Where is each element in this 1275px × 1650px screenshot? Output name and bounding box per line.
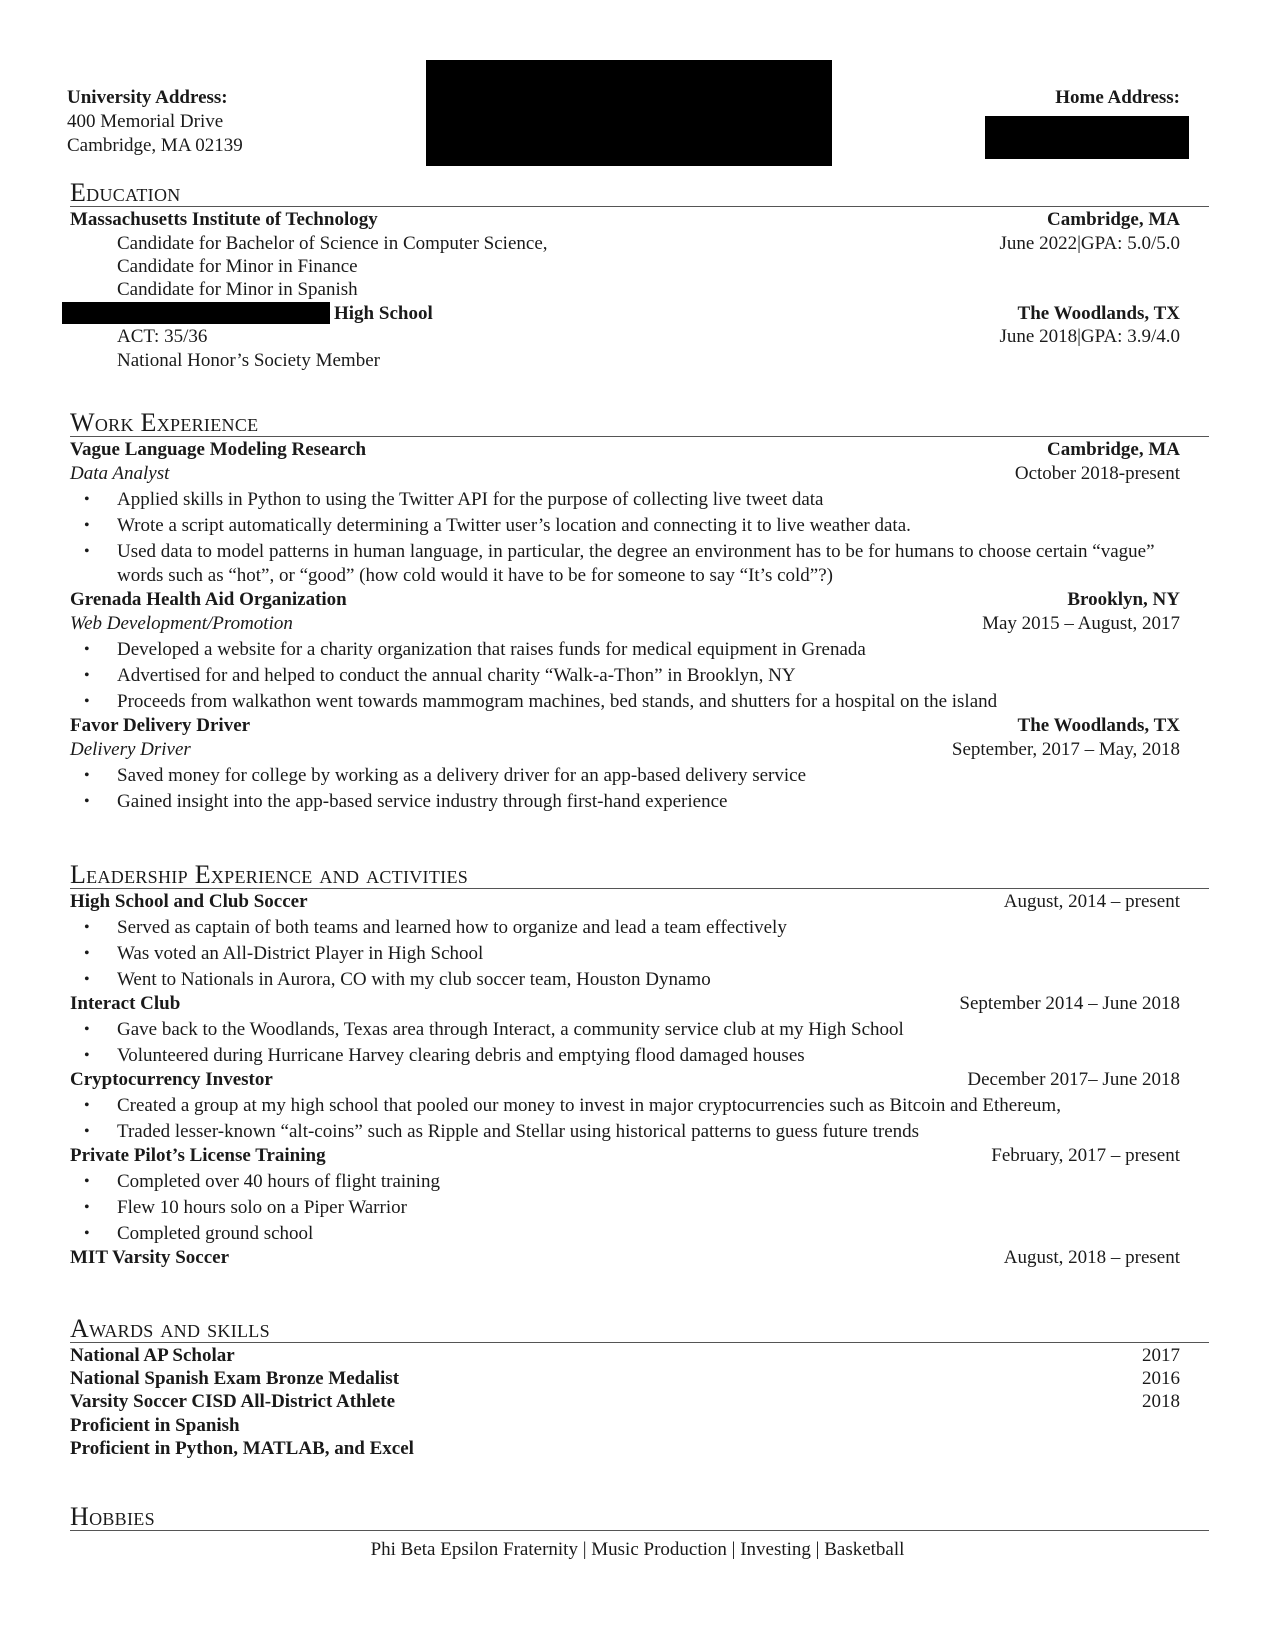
- bullet-text: Applied skills in Python to using the Twitter API for the purpose of collecting live tweet data: [117, 489, 824, 510]
- job1-role: Data Analyst: [70, 463, 170, 484]
- university-address: [67, 86, 243, 158]
- school1-name: Massachusetts Institute of Technology: [70, 209, 378, 230]
- bullet-text: Completed over 40 hours of flight training: [117, 1171, 440, 1192]
- act3-name: Cryptocurrency Investor: [70, 1069, 273, 1090]
- job1-role-row: [70, 462, 1180, 486]
- award-row: [70, 1344, 1180, 1368]
- bullet-text: Proceeds from walkathon went towards mammogram machines, bed stands, and shutters for a hospital on the island: [117, 691, 998, 712]
- school1-minor-spanish: Candidate for Minor in Spanish: [117, 279, 358, 300]
- resume-page: University Address: 400 Memorial Drive Cambridge, MA 02139 Home Address: Education Massachusetts Institute of Technology Cambridge, MA Candidate for Bachelor of Science in Computer Science, June 2022|GPA: 5.0/5.0 Candidate for Minor in Finance Candidate for Minor in Spanish High School The Woodlands, TX ACT: 35/36 June 2018|GPA: 3.9/4.0 National Honor’s Society Member Work Experience Vague Language Modeling Research Cambridge, MA Data Analyst October 2018-present • Applied skills in Python to using the Twitter API for the purpose of collecting live tweet data • Wrote a script automatically determining a Twitter user’s location and connecting it to live weather data. • Used data to model patterns in human language, in particular, the degree an environment has to be for humans to choose certain “vague” words such as “hot”, or “good” (how cold would it have to be for someone to say “It’s cold”?) Grenada Health Aid Organization Brooklyn, NY Web Development/Promotion May 2015 – August, 2017 • Developed a website for a charity organization that raises funds for medical equipment in Grenada • Advertised for and helped to conduct the annual charity “Walk-a-Thon” in Brooklyn, NY • Proceeds from walkathon went towards mammogram machines, bed stands, and shutters for a hospital on the island Favor Delivery Driver The Woodlands, TX Delivery Driver September, 2017 – May, 2018 • Saved money for college by working as a delivery driver for an app-based delivery service • Gained insight into the app-based service industry through first-hand experience Leadership Experience and activities High School and Club Soccer August, 2014 – present • Served as captain of both teams and learned how to organize and lead a team effectively • Was voted an All-District Player in High School • Went to Nationals in Aurora, CO with my club soccer team, Houston Dynamo Interact Club September 2014 – June 2018 • Gave back to the Woodlands, Texas area through Interact, a community service club at my High School • Volunteered during Hurricane Harvey clearing debris and emptying flood damaged houses Cryptocurrency Investor December 2017– June 2018 • Created a group at my high school that pooled our money to invest in major cryptocurrencies such as Bitcoin and Ethereum, • Traded lesser-known “alt-coins” such as Ripple and Stellar using historical patterns to guess future trends Private Pilot’s License Training February, 2017 – present • Completed over 40 hours of flight training • Flew 10 hours solo on a Piper Warrior • Completed ground school MIT Varsity Soccer August, 2018 – present Awards and skills National AP Scholar 2017 National Spanish Exam Bronze Medalist 2016 Varsity Soccer CISD All-District Athlete 2018 Proficient in Spanish Proficient in Python, MATLAB, and Excel Hobbies Phi Beta Epsilon Fraternity | Music Production | Investing | Basketball: [0, 0, 1275, 1650]
- award-name: National Spanish Exam Bronze Medalist: [70, 1368, 400, 1389]
- award-name: National AP Scholar: [70, 1345, 235, 1366]
- education-school1-degree-row: [70, 232, 1180, 256]
- school1-location: Cambridge, MA: [1047, 209, 1180, 230]
- bullet-text: Traded lesser-known “alt-coins” such as Ripple and Stellar using historical patterns to guess future trends: [117, 1121, 920, 1142]
- job2-location: Brooklyn, NY: [1067, 589, 1180, 610]
- bullet-text: Gave back to the Woodlands, Texas area through Interact, a community service club at my High School: [117, 1019, 904, 1040]
- award-year: 2017: [1142, 1345, 1180, 1366]
- school2-name: High School: [334, 303, 433, 324]
- act2-row: [70, 992, 1180, 1016]
- university-address-line2: Cambridge, MA 02139: [67, 135, 243, 156]
- act4-name: Private Pilot’s License Training: [70, 1145, 326, 1166]
- act3-dates: December 2017– June 2018: [967, 1069, 1180, 1090]
- school2-nhs: National Honor’s Society Member: [117, 350, 380, 371]
- bullet-text: Created a group at my high school that pooled our money to invest in major cryptocurrencies such as Bitcoin and Ethereum,: [117, 1095, 1061, 1116]
- act1-name: High School and Club Soccer: [70, 891, 308, 912]
- redacted-home-address: [985, 116, 1189, 159]
- act4-dates: February, 2017 – present: [991, 1145, 1180, 1166]
- redacted-name-block: [426, 60, 832, 166]
- job3-row: [70, 714, 1180, 738]
- bullet-text: Served as captain of both teams and learned how to organize and lead a team effectively: [117, 917, 787, 938]
- bullet-text: Volunteered during Hurricane Harvey clearing debris and emptying flood damaged houses: [117, 1045, 805, 1066]
- education-school2-act-row: [70, 325, 1180, 349]
- job3-org: Favor Delivery Driver: [70, 715, 251, 736]
- bullet-text: Flew 10 hours solo on a Piper Warrior: [117, 1197, 407, 1218]
- award-name: Varsity Soccer CISD All-District Athlete: [70, 1391, 396, 1412]
- school1-degree: Candidate for Bachelor of Science in Computer Science,: [117, 233, 548, 254]
- job1-row: [70, 438, 1180, 462]
- act2-name: Interact Club: [70, 993, 181, 1014]
- school2-location: The Woodlands, TX: [1017, 303, 1180, 324]
- act5-dates: August, 2018 – present: [1003, 1247, 1180, 1268]
- bullet-text: Saved money for college by working as a delivery driver for an app-based delivery service: [117, 765, 807, 786]
- school1-minor-finance: Candidate for Minor in Finance: [117, 256, 358, 277]
- act5-name: MIT Varsity Soccer: [70, 1247, 230, 1268]
- act4-row: [70, 1144, 1180, 1168]
- hobbies-heading: Hobbies: [70, 1504, 1209, 1531]
- job3-location: The Woodlands, TX: [1017, 715, 1180, 736]
- bullet-text: Developed a website for a charity organization that raises funds for medical equipment in Grenada: [117, 639, 866, 660]
- job2-role: Web Development/Promotion: [70, 613, 293, 634]
- awards-heading: Awards and skills: [70, 1316, 1209, 1343]
- school2-date-gpa: June 2018|GPA: 3.9/4.0: [999, 326, 1180, 347]
- act3-row: [70, 1068, 1180, 1092]
- leadership-heading: Leadership Experience and activities: [70, 862, 1209, 889]
- education-school1-row: [70, 208, 1180, 232]
- job1-dates: October 2018-present: [1014, 463, 1180, 484]
- education-school2-row: [70, 302, 1180, 326]
- hobbies-text: Phi Beta Epsilon Fraternity | Music Production | Investing | Basketball: [370, 1539, 905, 1560]
- school1-date-gpa: June 2022|GPA: 5.0/5.0: [999, 233, 1180, 254]
- job2-row: [70, 588, 1180, 612]
- home-address-label: Home Address:: [1055, 87, 1180, 108]
- bullet-text: Completed ground school: [117, 1223, 314, 1244]
- award-row: [70, 1390, 1180, 1414]
- university-address-line1: 400 Memorial Drive: [67, 111, 224, 132]
- education-heading: Education: [70, 180, 1209, 207]
- award-row: [70, 1367, 1180, 1391]
- bullet-text: Wrote a script automatically determining a Twitter user’s location and connecting it to live weather data.: [117, 515, 911, 536]
- school2-act: ACT: 35/36: [117, 326, 208, 347]
- job3-dates: September, 2017 – May, 2018: [951, 739, 1180, 760]
- award-year: 2016: [1142, 1368, 1180, 1389]
- job1-org: Vague Language Modeling Research: [70, 439, 367, 460]
- award-year: 2018: [1142, 1391, 1180, 1412]
- award-name: Proficient in Spanish: [70, 1415, 240, 1436]
- job2-org: Grenada Health Aid Organization: [70, 589, 347, 610]
- job3-role: Delivery Driver: [70, 739, 191, 760]
- bullet-text: Used data to model patterns in human language, in particular, the degree an environment has to be for humans to choose certain “vague” words such as “hot”, or “good” (how cold would it have to be for someone to say “It’s cold”?): [117, 541, 1155, 586]
- act1-row: [70, 890, 1180, 914]
- bullet-text: Went to Nationals in Aurora, CO with my club soccer team, Houston Dynamo: [117, 969, 711, 990]
- work-heading: Work Experience: [70, 410, 1209, 437]
- award-row: [70, 1414, 1180, 1438]
- act1-dates: August, 2014 – present: [1003, 891, 1180, 912]
- award-row: [70, 1437, 1180, 1461]
- university-address-label: University Address:: [67, 87, 228, 108]
- job3-role-row: [70, 738, 1180, 762]
- home-address: [980, 86, 1180, 110]
- act2-dates: September 2014 – June 2018: [959, 993, 1180, 1014]
- job2-role-row: [70, 612, 1180, 636]
- bullet-text: Gained insight into the app-based service industry through first-hand experience: [117, 791, 728, 812]
- award-name: Proficient in Python, MATLAB, and Excel: [70, 1438, 414, 1459]
- act5-row: [70, 1246, 1180, 1270]
- bullet-text: Advertised for and helped to conduct the annual charity “Walk-a-Thon” in Brooklyn, NY: [117, 665, 796, 686]
- job1-location: Cambridge, MA: [1047, 439, 1180, 460]
- job2-dates: May 2015 – August, 2017: [982, 613, 1180, 634]
- bullet-text: Was voted an All-District Player in High School: [117, 943, 484, 964]
